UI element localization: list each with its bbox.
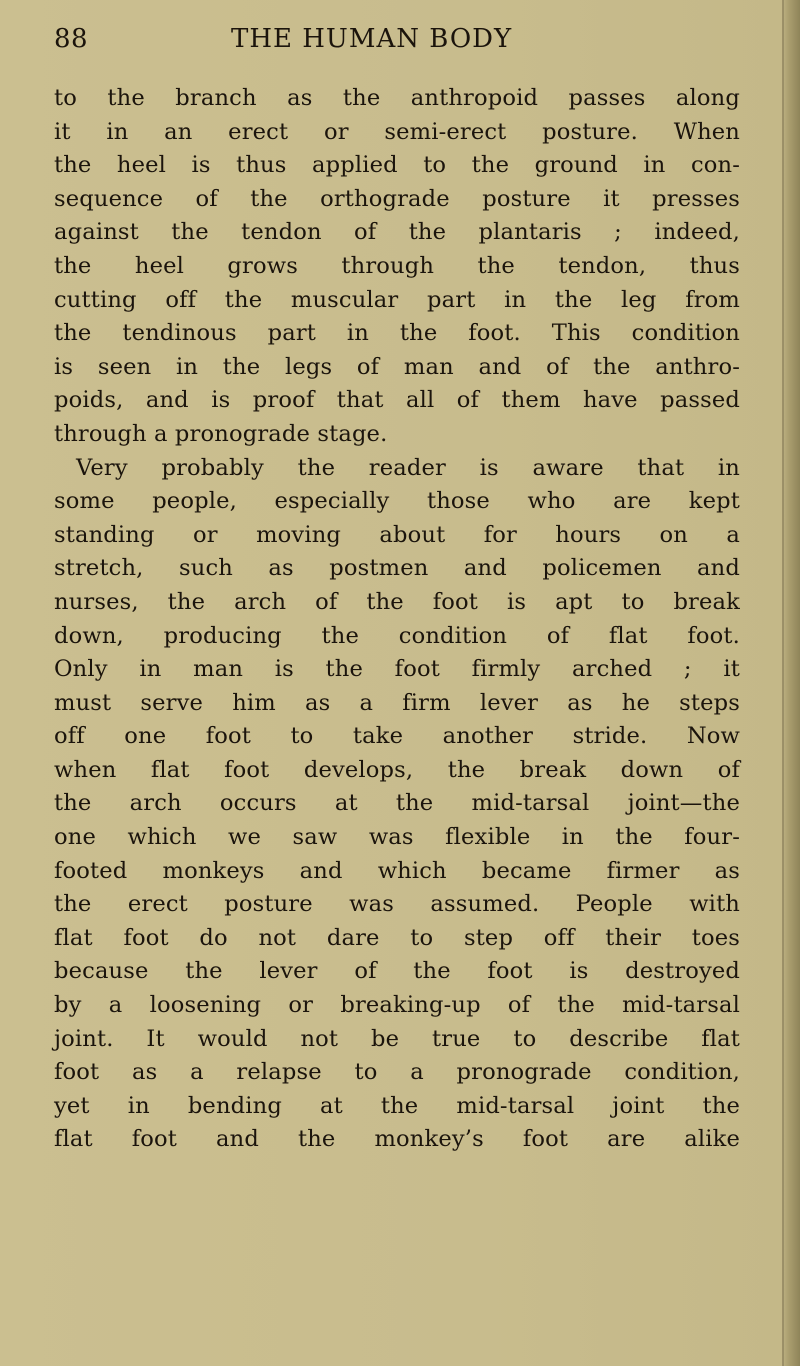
text-line: the erect posture was assumed. People with bbox=[54, 891, 740, 918]
text-line: off one foot to take another stride. Now bbox=[54, 723, 740, 750]
text-line: must serve him as a firm lever as he steps bbox=[54, 689, 740, 716]
text-line: the heel grows through the tendon, thus bbox=[54, 252, 740, 279]
page-header bbox=[54, 22, 754, 56]
text-line: Only in man is the foot firmly arched ; it bbox=[54, 656, 740, 683]
page-edge-shadow bbox=[782, 0, 784, 1366]
text-line: down, producing the condition of flat foot. bbox=[54, 622, 740, 649]
text-line: flat foot do not dare to step off their toes bbox=[54, 924, 740, 951]
text-line: poids, and is proof that all of them have passed bbox=[54, 387, 740, 414]
page-edge bbox=[782, 0, 800, 1366]
text-line: nurses, the arch of the foot is apt to break bbox=[54, 588, 740, 615]
text-line: standing or moving about for hours on a bbox=[54, 521, 740, 548]
text-line: through a pronograde stage. bbox=[54, 420, 388, 447]
body-text bbox=[54, 82, 740, 1157]
text-line: because the lever of the foot is destroyed bbox=[54, 958, 740, 985]
text-line: footed monkeys and which became firmer as bbox=[54, 857, 740, 884]
text-line: some people, especially those who are kept bbox=[54, 488, 740, 515]
text-line: the arch occurs at the mid-tarsal joint—the bbox=[54, 790, 740, 817]
text-line: Very probably the reader is aware that in bbox=[76, 454, 740, 481]
text-line: is seen in the legs of man and of the anthro- bbox=[54, 353, 740, 380]
text-line: stretch, such as postmen and policemen and bbox=[54, 555, 740, 582]
text-line: cutting off the muscular part in the leg from bbox=[54, 286, 740, 313]
text-line: joint. It would not be true to describe flat bbox=[54, 1025, 740, 1052]
running-head: THE HUMAN BODY bbox=[231, 24, 513, 54]
text-line: the tendinous part in the foot. This condition bbox=[54, 320, 740, 347]
text-line: by a loosening or breaking-up of the mid-tarsal bbox=[54, 992, 740, 1019]
text-line: against the tendon of the plantaris ; indeed, bbox=[54, 219, 740, 246]
page-number: 88 bbox=[54, 24, 89, 54]
text-line: one which we saw was flexible in the four- bbox=[54, 824, 740, 851]
text-line: it in an erect or semi-erect posture. When bbox=[54, 118, 740, 145]
text-line: when flat foot develops, the break down of bbox=[54, 756, 740, 783]
text-line: yet in bending at the mid-tarsal joint the bbox=[54, 1092, 740, 1119]
text-line: flat foot and the monkey’s foot are alike bbox=[54, 1126, 740, 1153]
text-line: the heel is thus applied to the ground in con- bbox=[54, 152, 740, 179]
text-line: to the branch as the anthropoid passes along bbox=[54, 85, 740, 111]
text-line: sequence of the orthograde posture it presses bbox=[54, 185, 740, 212]
text-line: foot as a relapse to a pronograde condition, bbox=[54, 1059, 740, 1086]
